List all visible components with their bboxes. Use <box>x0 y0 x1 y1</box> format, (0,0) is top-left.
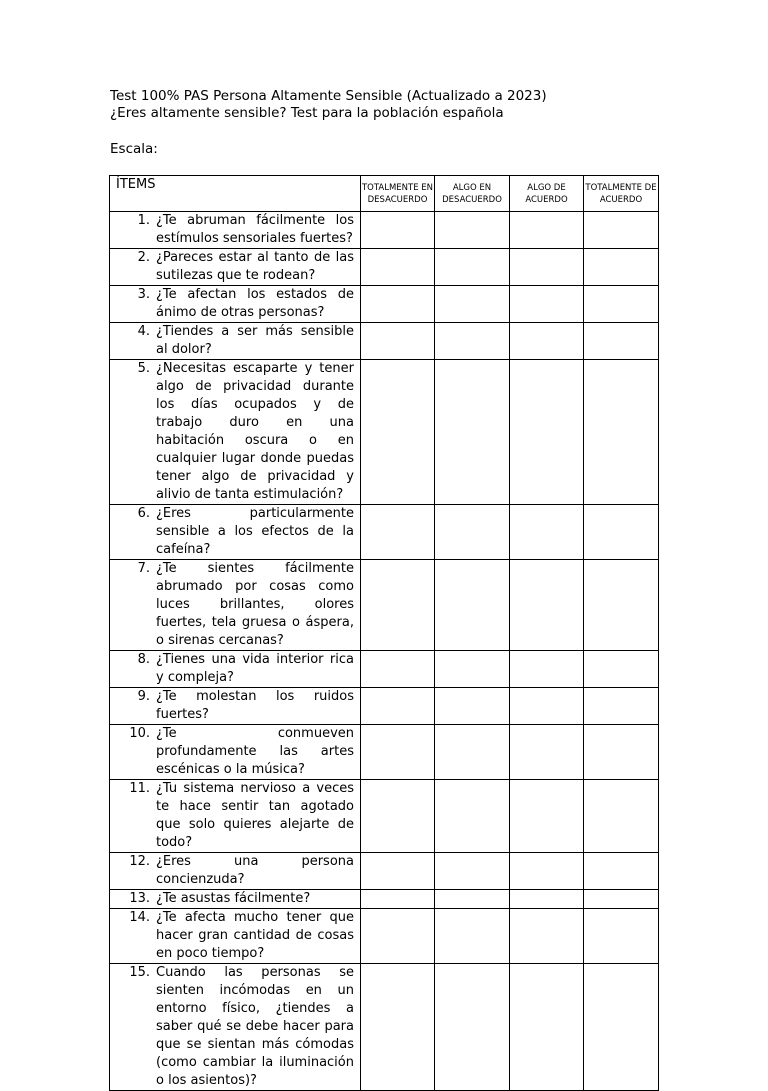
response-somewhat-agree[interactable] <box>510 560 584 651</box>
response-totally-agree[interactable] <box>584 505 659 560</box>
item-number: 4. <box>137 324 150 339</box>
table-row <box>110 725 659 780</box>
response-totally-agree[interactable] <box>584 360 659 505</box>
table-row <box>110 909 659 964</box>
item-cell <box>110 909 361 964</box>
item-text: ¿Eres una persona concienzuda? <box>156 854 354 887</box>
scale-header-somewhat-agree: ALGO DE ACUERDO <box>510 176 584 212</box>
list-item <box>110 212 360 248</box>
item-number: 15. <box>129 965 150 980</box>
item-cell <box>110 323 361 360</box>
table-row <box>110 505 659 560</box>
item-cell <box>110 505 361 560</box>
item-cell <box>110 651 361 688</box>
list-item <box>110 725 360 779</box>
scale-header-totally-disagree: TOTALMENTE EN DESACUERDO <box>361 176 435 212</box>
list-item <box>110 688 360 724</box>
response-totally-disagree[interactable] <box>361 651 435 688</box>
list-item <box>110 249 360 285</box>
response-somewhat-agree[interactable] <box>510 725 584 780</box>
item-number: 10. <box>129 726 150 741</box>
response-totally-disagree[interactable] <box>361 853 435 890</box>
item-text: ¿Te molestan los ruidos fuertes? <box>156 689 354 722</box>
table-row <box>110 360 659 505</box>
item-number: 2. <box>137 250 150 265</box>
response-totally-agree[interactable] <box>584 890 659 909</box>
table-header-row <box>110 176 659 212</box>
item-text: Cuando las personas se sienten incómodas en un entorno físico, ¿tiendes a saber qué se debe hacer para que se sientan más cómodas (como cambiar la iluminación o los asientos)? <box>156 965 354 1088</box>
item-text: ¿Te conmueven profundamente las artes escénicas o la música? <box>156 726 354 777</box>
response-totally-agree[interactable] <box>584 725 659 780</box>
item-text: ¿Te sientes fácilmente abrumado por cosas como luces brillantes, olores fuertes, tela gruesa o áspera, o sirenas cercanas? <box>156 561 354 648</box>
table-row <box>110 853 659 890</box>
item-number: 12. <box>129 854 150 869</box>
item-text: ¿Necesitas escaparte y tener algo de privacidad durante los días ocupados y de trabajo duro en una habitación oscura o en cualquier lugar donde puedas tener algo de privacidad y alivio de tanta estimulación? <box>156 361 354 502</box>
response-somewhat-agree[interactable] <box>510 286 584 323</box>
list-item <box>110 964 360 1090</box>
response-somewhat-disagree[interactable] <box>435 688 510 725</box>
item-number: 8. <box>137 652 150 667</box>
list-item <box>110 323 360 359</box>
response-totally-agree[interactable] <box>584 651 659 688</box>
table-row <box>110 780 659 853</box>
document-title: Test 100% PAS Persona Altamente Sensible (Actualizado a 2023) <box>110 88 547 104</box>
response-somewhat-agree[interactable] <box>510 688 584 725</box>
response-somewhat-disagree[interactable] <box>435 323 510 360</box>
response-somewhat-agree[interactable] <box>510 651 584 688</box>
item-cell <box>110 249 361 286</box>
item-text: ¿Te asustas fácilmente? <box>156 891 311 906</box>
table-row <box>110 890 659 909</box>
response-somewhat-agree[interactable] <box>510 212 584 249</box>
list-item <box>110 853 360 889</box>
table-row <box>110 688 659 725</box>
item-number: 6. <box>137 506 150 521</box>
response-somewhat-disagree[interactable] <box>435 890 510 909</box>
item-text: ¿Te abruman fácilmente los estímulos sensoriales fuertes? <box>156 213 354 246</box>
item-number: 14. <box>129 910 150 925</box>
response-somewhat-disagree[interactable] <box>435 651 510 688</box>
table-row <box>110 323 659 360</box>
response-totally-disagree[interactable] <box>361 505 435 560</box>
item-number: 5. <box>137 361 150 376</box>
response-totally-disagree[interactable] <box>361 688 435 725</box>
response-somewhat-agree[interactable] <box>510 909 584 964</box>
item-text: ¿Tu sistema nervioso a veces te hace sentir tan agotado que solo quieres alejarte de todo? <box>156 781 354 850</box>
item-cell <box>110 688 361 725</box>
response-somewhat-agree[interactable] <box>510 323 584 360</box>
response-totally-disagree[interactable] <box>361 909 435 964</box>
response-somewhat-agree[interactable] <box>510 249 584 286</box>
item-text: ¿Te afecta mucho tener que hacer gran cantidad de cosas en poco tiempo? <box>156 910 354 961</box>
response-totally-agree[interactable] <box>584 853 659 890</box>
table-row <box>110 212 659 249</box>
response-totally-disagree[interactable] <box>361 780 435 853</box>
response-totally-disagree[interactable] <box>361 725 435 780</box>
response-somewhat-disagree[interactable] <box>435 286 510 323</box>
item-text: ¿Te afectan los estados de ánimo de otras personas? <box>156 287 354 320</box>
response-totally-disagree[interactable] <box>361 964 435 1091</box>
response-somewhat-disagree[interactable] <box>435 853 510 890</box>
list-item <box>110 780 360 852</box>
item-cell <box>110 286 361 323</box>
list-item <box>110 286 360 322</box>
response-somewhat-disagree[interactable] <box>435 964 510 1091</box>
response-totally-agree[interactable] <box>584 688 659 725</box>
response-totally-disagree[interactable] <box>361 286 435 323</box>
item-cell <box>110 780 361 853</box>
response-totally-agree[interactable] <box>584 286 659 323</box>
list-item <box>110 909 360 963</box>
item-number: 1. <box>137 213 150 228</box>
document-subtitle: ¿Eres altamente sensible? Test para la población española <box>110 105 504 121</box>
scale-header-totally-agree: TOTALMENTE DE ACUERDO <box>584 176 659 212</box>
items-column-header: ÍTEMS <box>110 176 361 212</box>
list-item <box>110 651 360 687</box>
item-number: 7. <box>137 561 150 576</box>
response-somewhat-disagree[interactable] <box>435 249 510 286</box>
response-somewhat-agree[interactable] <box>510 890 584 909</box>
response-totally-disagree[interactable] <box>361 560 435 651</box>
list-item <box>110 560 360 650</box>
response-somewhat-disagree[interactable] <box>435 909 510 964</box>
response-totally-disagree[interactable] <box>361 249 435 286</box>
item-cell <box>110 212 361 249</box>
response-totally-agree[interactable] <box>584 323 659 360</box>
item-cell <box>110 964 361 1091</box>
response-totally-disagree[interactable] <box>361 890 435 909</box>
item-text: ¿Pareces estar al tanto de las sutilezas que te rodean? <box>156 250 354 283</box>
item-number: 13. <box>129 891 150 906</box>
response-totally-agree[interactable] <box>584 909 659 964</box>
response-totally-disagree[interactable] <box>361 360 435 505</box>
item-number: 3. <box>137 287 150 302</box>
item-text: ¿Tiendes a ser más sensible al dolor? <box>156 324 354 357</box>
item-cell <box>110 853 361 890</box>
response-somewhat-agree[interactable] <box>510 964 584 1091</box>
item-number: 9. <box>137 689 150 704</box>
response-somewhat-disagree[interactable] <box>435 560 510 651</box>
response-somewhat-disagree[interactable] <box>435 212 510 249</box>
response-totally-agree[interactable] <box>584 780 659 853</box>
response-somewhat-agree[interactable] <box>510 780 584 853</box>
item-cell <box>110 560 361 651</box>
table-row <box>110 286 659 323</box>
list-item <box>110 505 360 559</box>
response-totally-disagree[interactable] <box>361 323 435 360</box>
response-somewhat-agree[interactable] <box>510 360 584 505</box>
response-totally-agree[interactable] <box>584 560 659 651</box>
list-item <box>110 360 360 504</box>
list-item <box>110 890 360 908</box>
response-somewhat-disagree[interactable] <box>435 780 510 853</box>
item-number: 11. <box>129 781 150 796</box>
response-somewhat-disagree[interactable] <box>435 505 510 560</box>
scale-header-somewhat-disagree: ALGO EN DESACUERDO <box>435 176 510 212</box>
response-totally-agree[interactable] <box>584 212 659 249</box>
table-row <box>110 651 659 688</box>
response-somewhat-disagree[interactable] <box>435 360 510 505</box>
questionnaire-table <box>109 175 659 1091</box>
item-text: ¿Eres particularmente sensible a los efectos de la cafeína? <box>156 506 354 557</box>
item-cell <box>110 360 361 505</box>
table-row <box>110 560 659 651</box>
response-totally-agree[interactable] <box>584 964 659 1091</box>
response-totally-disagree[interactable] <box>361 212 435 249</box>
response-somewhat-agree[interactable] <box>510 853 584 890</box>
item-text: ¿Tienes una vida interior rica y compleja? <box>156 652 354 685</box>
response-somewhat-disagree[interactable] <box>435 725 510 780</box>
response-totally-agree[interactable] <box>584 249 659 286</box>
response-somewhat-agree[interactable] <box>510 505 584 560</box>
item-cell <box>110 890 361 909</box>
scale-label: Escala: <box>110 141 158 157</box>
table-row <box>110 249 659 286</box>
item-cell <box>110 725 361 780</box>
table-row <box>110 964 659 1091</box>
